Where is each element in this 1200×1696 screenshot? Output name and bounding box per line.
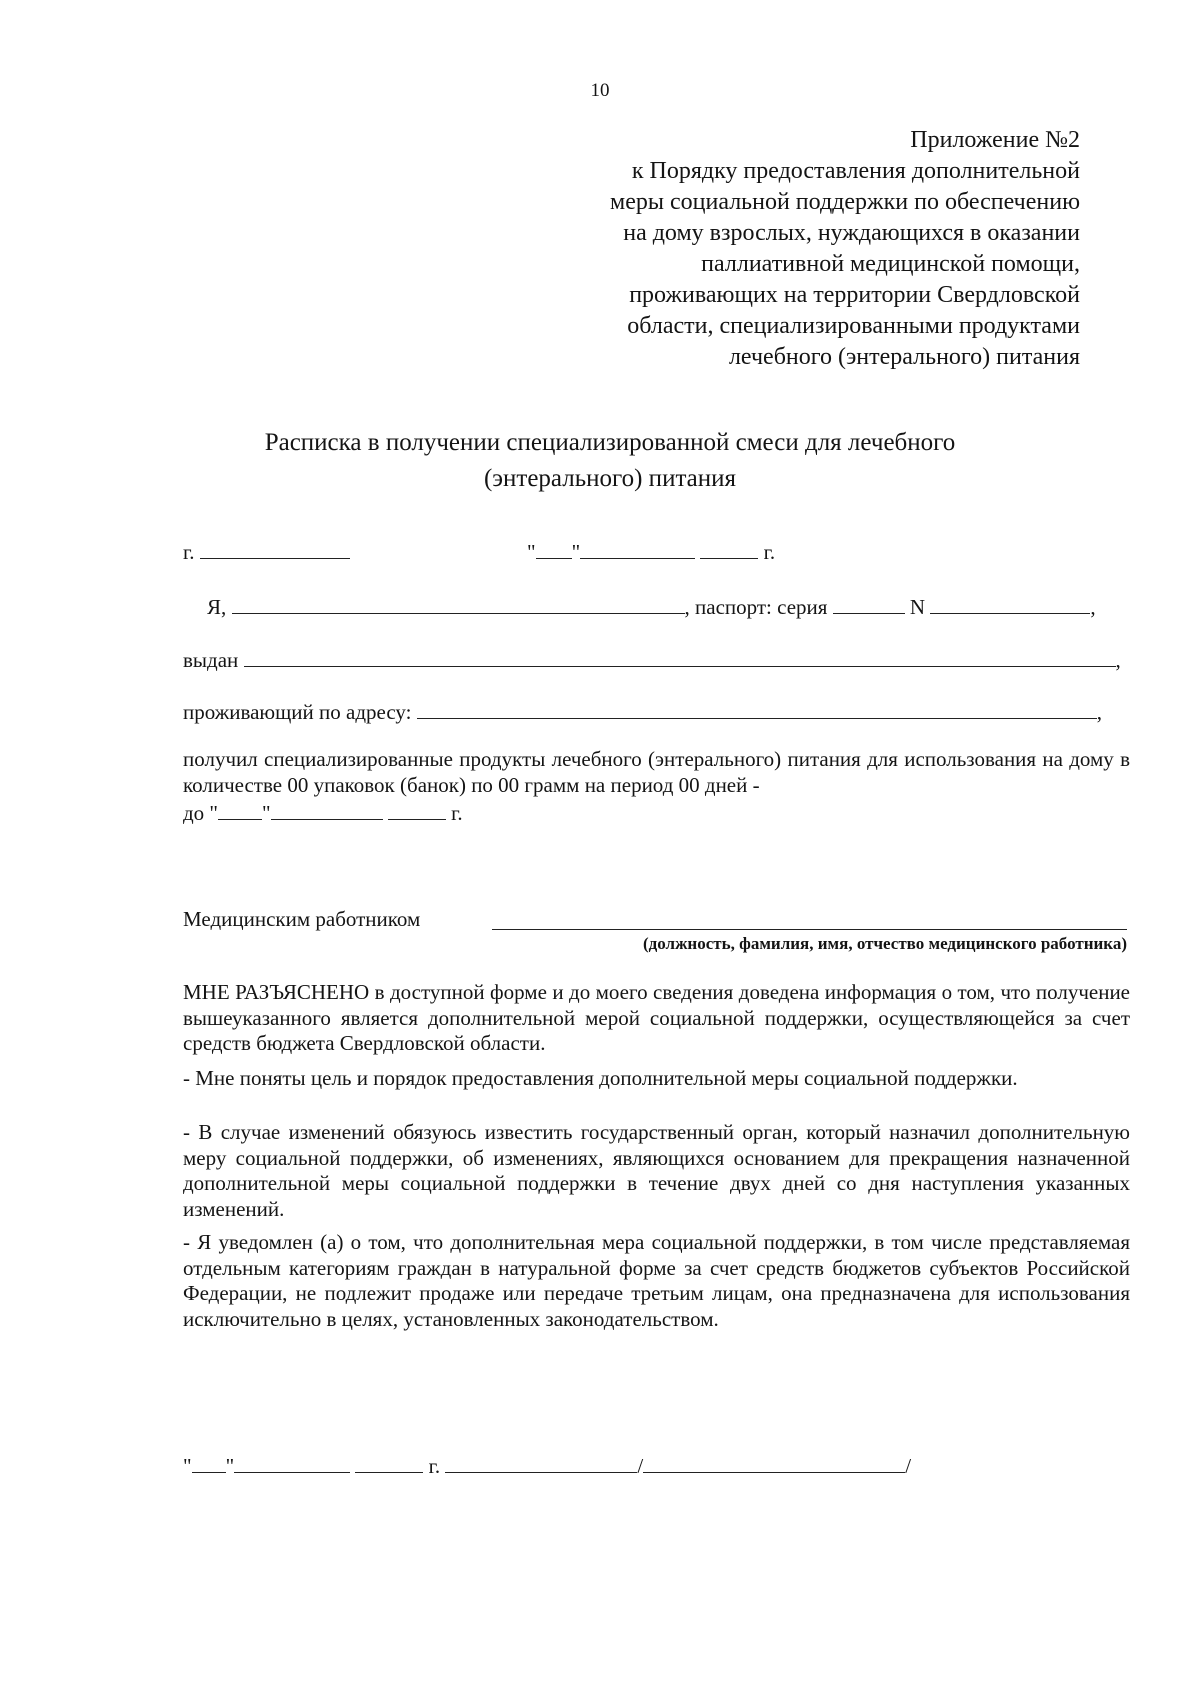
date-field (527, 538, 775, 565)
medical-worker-label: Медицинским работником (183, 907, 421, 931)
year-blank[interactable] (700, 538, 758, 559)
row-comma: , (1090, 595, 1096, 619)
signature-month-blank[interactable] (234, 1452, 350, 1473)
until-year-suffix: г. (451, 801, 463, 825)
document-title (180, 425, 1040, 497)
appendix-header (520, 125, 1080, 373)
signature-open-quote: " (183, 1454, 192, 1478)
passport-series-blank[interactable] (833, 593, 905, 614)
date-year-suffix: г. (763, 540, 776, 564)
row-comma: , (1096, 700, 1102, 724)
address-label: проживающий по адресу: (183, 700, 412, 724)
signature-year-blank[interactable] (355, 1452, 423, 1473)
until-year-blank[interactable] (388, 799, 446, 820)
appendix-line: на дому взрослых, нуждающихся в оказании (623, 220, 1080, 246)
passport-label: , паспорт: серия (684, 595, 828, 619)
full-name-blank[interactable] (232, 593, 685, 614)
month-blank[interactable] (580, 538, 695, 559)
medical-worker-line[interactable] (492, 929, 1127, 930)
medical-worker-caption: (должность, фамилия, имя, отчество медицинского работника) (643, 934, 1127, 953)
appendix-line: области, специализированными продуктами (627, 313, 1080, 339)
i-label: Я, (207, 595, 227, 619)
signature-slash: / (637, 1454, 644, 1478)
day-blank[interactable] (536, 538, 572, 559)
appendix-line: к Порядку предоставления дополнительной (631, 158, 1080, 184)
signature-close-quote: " (225, 1454, 235, 1478)
appendix-line: паллиативной медицинской помощи, (701, 251, 1080, 277)
appendix-line: лечебного (энтерального) питания (728, 344, 1080, 370)
date-open-quote: " (527, 540, 536, 564)
signature-year-suffix: г. (428, 1454, 441, 1478)
date-close-quote: " (571, 540, 581, 564)
appendix-line: проживающих на территории Свердловской (629, 282, 1080, 308)
title-line-2: (энтерального) питания (483, 465, 737, 492)
signature-row (183, 1452, 911, 1479)
row-comma: , (1115, 648, 1121, 672)
signature-slash: / (905, 1454, 912, 1478)
until-day-blank[interactable] (218, 799, 262, 820)
city-blank[interactable] (200, 538, 350, 559)
signature-blank[interactable] (445, 1452, 637, 1473)
explanation-item-3: - Я уведомлен (а) о том, что дополнительная мера социальной поддержки, в том числе представляемая отдельным категориям граждан в натуральной форме за счет средств бюджетов субъектов Российской Федерации, не подлежит продаже или передаче третьим лицам, она предназначена для использования исключительно в целях, установленных законодательством. (183, 1230, 1130, 1331)
passport-number-blank[interactable] (930, 593, 1090, 614)
issued-label: выдан (183, 648, 239, 672)
city-prefix: г. (183, 540, 195, 564)
until-quote: " (262, 801, 271, 825)
number-label: N (909, 595, 926, 619)
appendix-line: меры социальной поддержки по обеспечению (610, 189, 1080, 215)
explanation-intro: МНЕ РАЗЪЯСНЕНО в доступной форме и до моего сведения доведена информация о том, что получение вышеуказанного является дополнительной мерой социальной поддержки, осуществляющейся за счет средств бюджета Свердловской области. (183, 980, 1130, 1055)
until-month-blank[interactable] (271, 799, 383, 820)
signature-day-blank[interactable] (192, 1452, 226, 1473)
signature-name-blank[interactable] (643, 1452, 905, 1473)
page-number: 10 (590, 80, 610, 101)
until-date-row (183, 799, 463, 826)
explanation-item-1: - Мне поняты цель и порядок предоставления дополнительной меры социальной поддержки. (183, 1066, 1018, 1090)
issued-by-blank[interactable] (244, 646, 1116, 667)
title-line-1: Расписка в получении специализированной смеси для лечебного (264, 429, 956, 456)
city-field (183, 538, 350, 565)
name-passport-row (207, 593, 1096, 620)
explanation-item-2: - В случае изменений обязуюсь известить государственный орган, который назначил дополнительную меру социальной поддержки, об изменениях, являющихся основанием для прекращения назначенной дополнительной меры социальной поддержки в течение двух дней со дня наступления указанных изменений. (183, 1120, 1130, 1221)
received-paragraph: получил специализированные продукты лечебного (энтерального) питания для использования на дому в количестве 00 упаковок (банок) по 00 грамм на период 00 дней - (183, 747, 1130, 797)
issued-row (183, 646, 1121, 673)
address-blank[interactable] (417, 698, 1097, 719)
address-row (183, 698, 1102, 725)
appendix-line: Приложение №2 (910, 127, 1080, 153)
until-label: до " (183, 801, 219, 825)
